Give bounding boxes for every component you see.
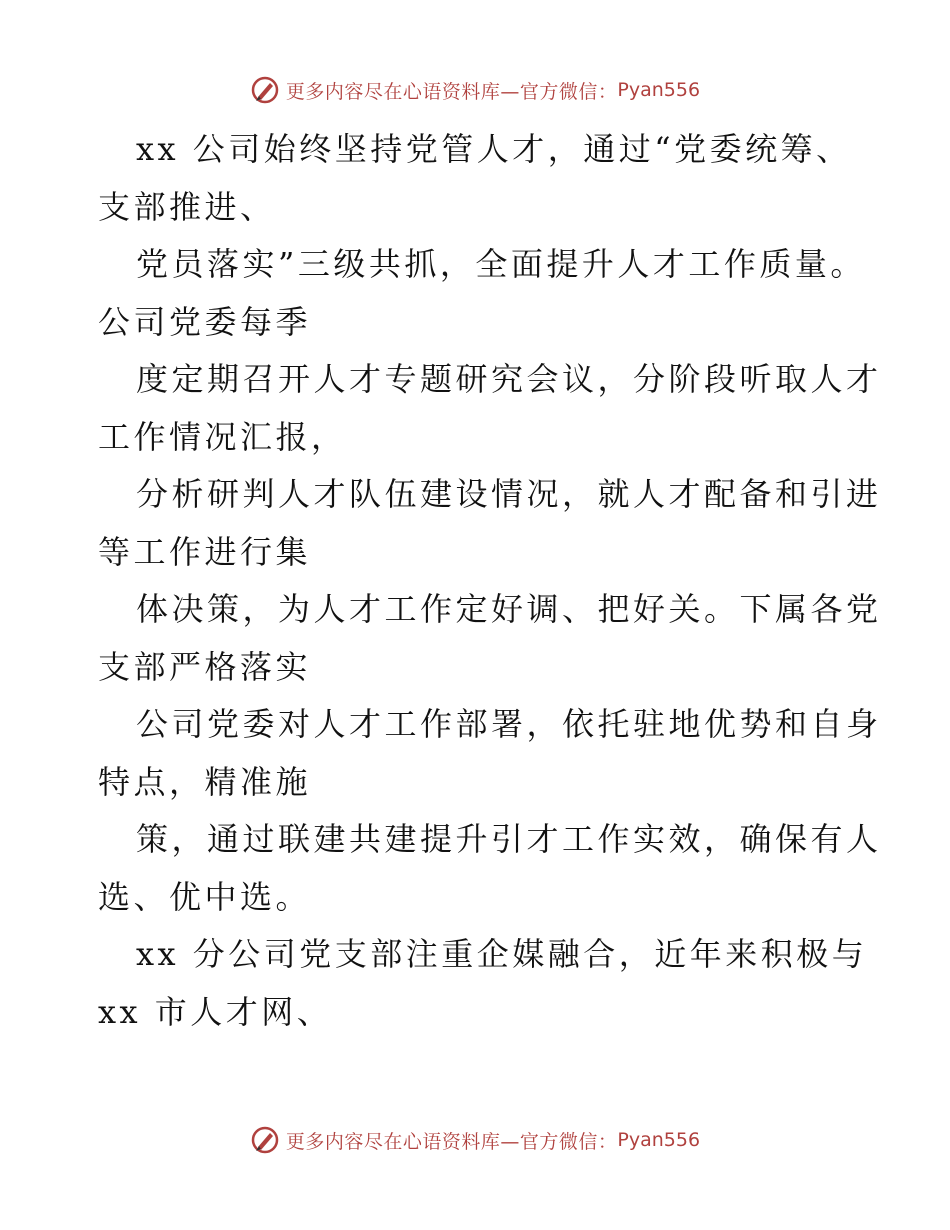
- banner-text: 更多内容尽在心语资料库—官方微信：: [285, 1130, 618, 1153]
- text-line: 支部严格落实: [98, 647, 312, 686]
- banner-wechat-id: Pyan556: [617, 1129, 701, 1151]
- pen-logo-icon: [250, 75, 280, 105]
- text-line: 党员落实”三级共抓，全面提升人才工作质量。: [136, 245, 866, 283]
- text-line: 选、优中选。: [98, 877, 312, 916]
- header-banner: [0, 72, 950, 108]
- text-line: 公司党委对人才工作部署，依托驻地优势和自身: [136, 705, 882, 743]
- text-line: 支部推进、: [98, 187, 276, 226]
- text-line: xx 市人才网、: [98, 992, 333, 1031]
- text-line: 度定期召开人才专题研究会议，分阶段听取人才: [136, 360, 882, 398]
- banner-wechat-id: Pyan556: [617, 79, 701, 101]
- text-line: 分析研判人才队伍建设情况，就人才配备和引进: [136, 475, 882, 513]
- banner-text: 更多内容尽在心语资料库—官方微信：: [285, 80, 618, 103]
- text-line: 体决策，为人才工作定好调、把好关。下属各党: [136, 590, 882, 628]
- document-body: [98, 121, 882, 1041]
- text-line: xx 分公司党支部注重企媒融合，近年来积极与: [136, 935, 868, 973]
- text-line: 公司党委每季: [98, 302, 312, 341]
- pen-logo-icon: [250, 1125, 280, 1155]
- text-line: 特点，精准施: [98, 762, 312, 801]
- text-line: xx 公司始终坚持党管人才，通过“党委统筹、: [136, 130, 852, 168]
- text-line: 策，通过联建共建提升引才工作实效，确保有人: [136, 820, 882, 858]
- text-line: 工作情况汇报，: [98, 417, 347, 456]
- footer-banner: [0, 1122, 950, 1158]
- text-line: 等工作进行集: [98, 532, 312, 571]
